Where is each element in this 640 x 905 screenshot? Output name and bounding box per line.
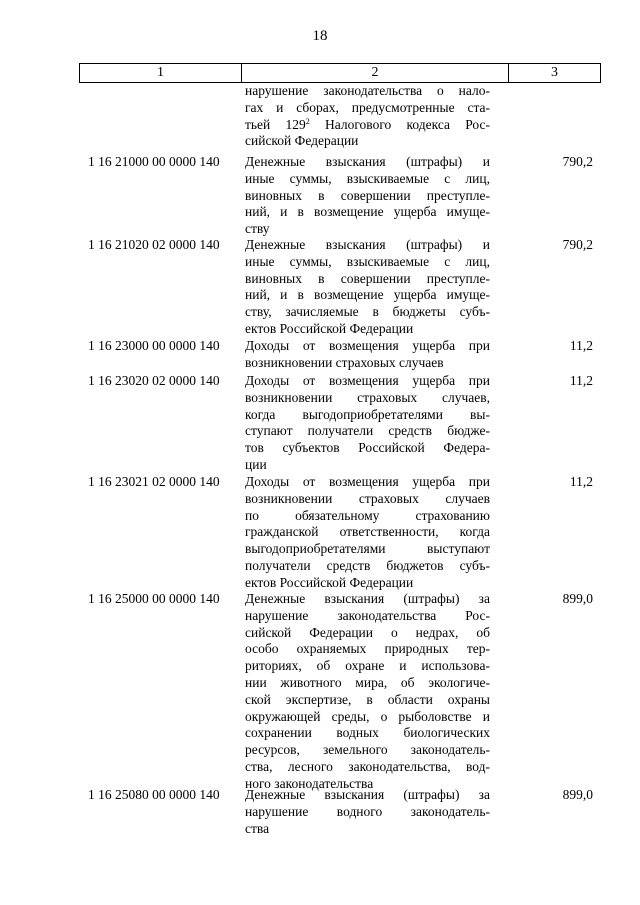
row-code: 1 16 23000 00 0000 140 <box>88 338 220 353</box>
description-line: гах и сборах, предусмотренные ста- <box>245 99 490 115</box>
row-description <box>245 237 490 338</box>
description-line: нарушение законодательства Рос- <box>245 607 490 623</box>
description-line: Денежные взыскания (штрафы) и <box>245 154 490 169</box>
row-value: 11,2 <box>569 373 593 388</box>
description-line: ции <box>245 456 267 472</box>
description-line: ний, и в возмещение ущерба имуще- <box>245 287 490 303</box>
superscript: 2 <box>305 116 310 126</box>
row-value: 899,0 <box>562 787 593 802</box>
description-line: Денежные взыскания (штрафы) за <box>245 591 490 606</box>
description-line: ству <box>245 221 270 237</box>
row-code: 1 16 23021 02 0000 140 <box>88 474 220 489</box>
description-line: возникновении страховых случаев <box>245 490 490 506</box>
header-col-1: 1 <box>80 64 242 82</box>
row-description <box>245 154 490 238</box>
description-line: возникновении страховых случаев, <box>245 389 490 405</box>
description-line: сийской Федерации о недрах, об <box>245 624 490 640</box>
description-line: ного законодательства <box>245 775 374 791</box>
description-line: нарушение водного законодатель- <box>245 803 490 819</box>
row-code: 1 16 21020 02 0000 140 <box>88 237 220 252</box>
description-line: ступают получатели средств бюдже- <box>245 423 490 439</box>
row-value: 899,0 <box>562 591 593 606</box>
header-col-3: 3 <box>551 65 558 80</box>
description-line: гражданской ответственности, когда <box>245 524 490 540</box>
row-code: 1 16 25000 00 0000 140 <box>88 591 220 606</box>
description-line: иные суммы, взыскиваемые с лиц, <box>245 253 490 269</box>
page-number: 18 <box>312 28 328 44</box>
description-line: нарушение законодательства о нало- <box>245 83 490 98</box>
description-line: особо охраняемых природных тер- <box>245 641 490 657</box>
row-description <box>245 338 490 372</box>
description-line: виновных в совершении преступле- <box>245 187 490 203</box>
description-line: риториях, об охране и использова- <box>245 658 490 674</box>
description-line: Доходы от возмещения ущерба при <box>245 474 490 489</box>
description-line: тьей $129^2$ Налогового кодекса Рос- <box>245 116 490 132</box>
row-code: 1 16 25080 00 0000 140 <box>88 787 220 802</box>
row-code: 1 16 21000 00 0000 140 <box>88 154 220 169</box>
description-line: Доходы от возмещения ущерба при <box>245 338 490 353</box>
description-line: ний, и в возмещение ущерба имуще- <box>245 204 490 220</box>
description-line: нии животного мира, об экологиче- <box>245 674 490 690</box>
description-line: ства <box>245 820 270 836</box>
description-line: ства, лесного законодательства, вод- <box>245 758 490 774</box>
row-value: 11,2 <box>569 474 593 489</box>
row-description <box>245 787 490 837</box>
row-code: 1 16 23020 02 0000 140 <box>88 373 220 388</box>
header-col-2: 2 <box>242 64 509 82</box>
row-description <box>245 474 490 592</box>
description-line: возникновении страховых случаев <box>245 354 444 370</box>
description-line: Доходы от возмещения ущерба при <box>245 373 490 388</box>
table-header <box>79 63 601 83</box>
description-line: выгодоприобретателями выступают <box>245 541 490 557</box>
description-line: ству, зачисляемые в бюджеты субъ- <box>245 304 490 320</box>
row-description <box>245 373 490 474</box>
continuation-description <box>245 83 490 150</box>
description-line: ектов Российской Федерации <box>245 574 414 590</box>
description-line: получатели средств бюджетов субъ- <box>245 557 490 573</box>
description-line: ресурсов, земельного законодатель- <box>245 742 490 758</box>
row-description <box>245 591 490 793</box>
description-line: тов субъектов Российской Федера- <box>245 440 490 456</box>
description-line: по обязательному страхованию <box>245 507 490 523</box>
description-line: ской экспертизе, в области охраны <box>245 691 490 707</box>
description-line: виновных в совершении преступле- <box>245 270 490 286</box>
description-line: когда выгодоприобретателями вы- <box>245 406 490 422</box>
description-line: окружающей среды, о рыболовстве и <box>245 708 490 724</box>
description-line: Денежные взыскания (штрафы) за <box>245 787 490 802</box>
description-line: ектов Российской Федерации <box>245 320 414 336</box>
description-line: Денежные взыскания (штрафы) и <box>245 237 490 252</box>
row-value: 790,2 <box>562 154 593 169</box>
description-line: сийской Федерации <box>245 133 359 149</box>
row-value: 11,2 <box>569 338 593 353</box>
description-line: сохранении водных биологических <box>245 725 490 741</box>
row-value: 790,2 <box>562 237 593 252</box>
description-line: иные суммы, взыскиваемые с лиц, <box>245 170 490 186</box>
